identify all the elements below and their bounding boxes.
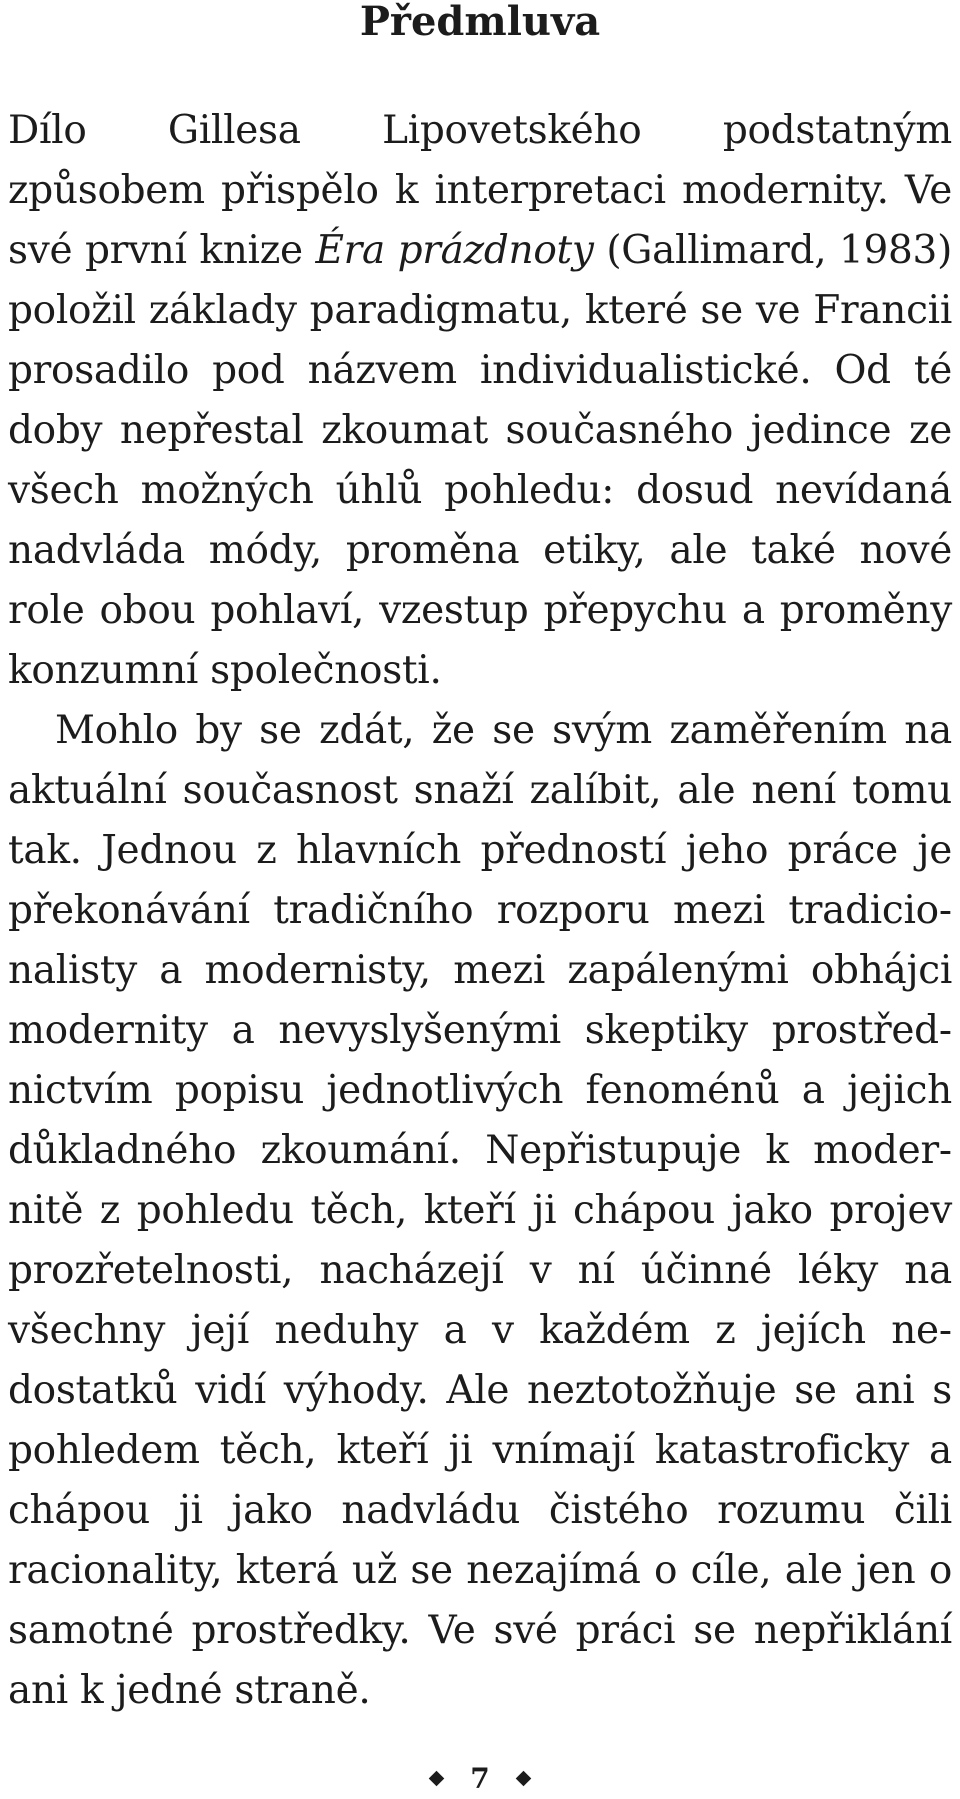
paragraph-1-text-b: (Gallimard, 1983) položil základy paradigmatu, které se ve Francii prosadilo pod názvem individualistické. Od té doby nepřestal zkoumat současného jedince ze všech možných úhlů pohledu: dosud nevídaná nadvláda módy, proměna etiky, ale také nové role obou pohlaví, vzestup přepychu a proměny konzumní společnosti.: [8, 228, 952, 693]
paragraph-2: [8, 701, 952, 1721]
book-title-italic: Éra prázdnoty: [315, 228, 594, 273]
body-text: [8, 101, 952, 1721]
paragraph-2-text: Mohlo by se zdát, že se svým zaměřením na aktuální současnost snaží zalíbit, ale není tomu tak. Jednou z hlavních předností jeho práce je překonávání tradičního rozporu mezi tradicionalisty a modernisty, mezi zapálenými obhájci modernity a nevyslyšenými skeptiky prostřednictvím popisu jednotlivých fenoménů a jejich důkladného zkoumání. Nepřistupuje k modernitě z pohledu těch, kteří ji chápou jako projev prozřetelnosti, nacházejí v ní účinné léky na všechny její neduhy a v každém z jejích nedostatků vidí výhody. Ale neztotožňuje se ani s pohledem těch, kteří ji vnímají katastroficky a chápou ji jako nadvládu čistého rozumu čili racionality, která už se nezajímá o cíle, ale jen o samotné prostředky. Ve své práci se nepřiklání ani k jedné straně.: [8, 708, 952, 1713]
diamond-bullet-icon: [429, 1770, 445, 1786]
diamond-bullet-icon: [515, 1770, 531, 1786]
page-footer: [0, 1760, 960, 1796]
chapter-title: Předmluva: [359, 0, 601, 45]
paragraph-1: [8, 101, 952, 701]
paragraph-1-text-a: Dílo Gillesa Lipovetského podstatným způsobem přispělo k interpretaci modernity. Ve své první knize: [8, 108, 952, 273]
page-number: 7: [470, 1761, 490, 1795]
